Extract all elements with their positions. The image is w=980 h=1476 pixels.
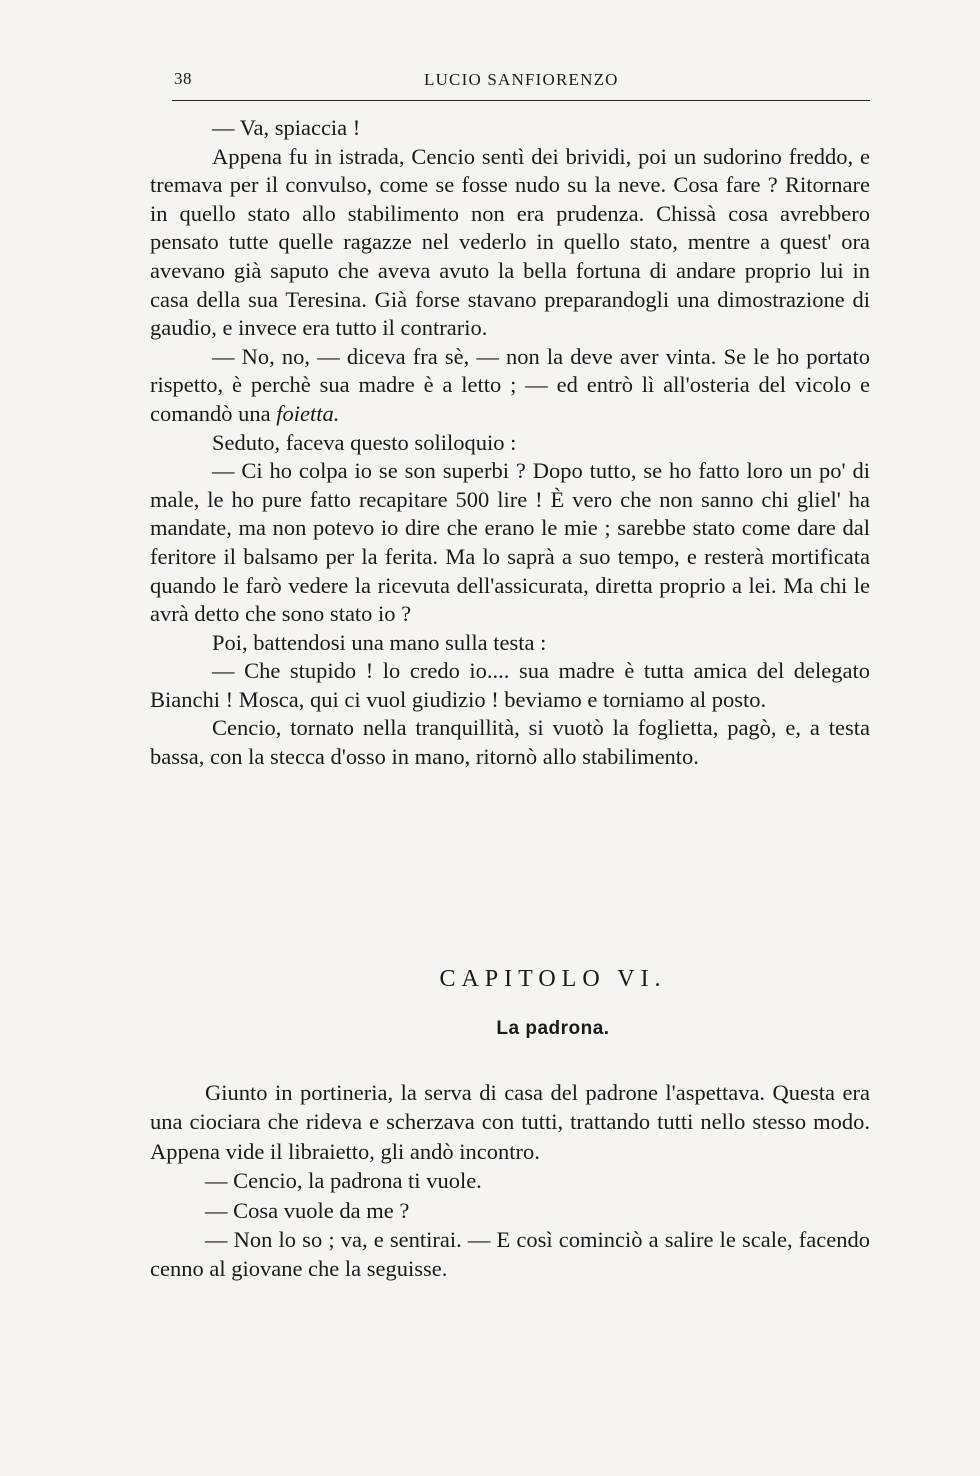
paragraph bbox=[150, 343, 870, 429]
italic-word: foietta. bbox=[276, 400, 340, 426]
chapter-heading: CAPITOLO VI. bbox=[439, 966, 667, 992]
body-text bbox=[150, 114, 870, 772]
paragraph: — Cosa vuole da me ? bbox=[205, 1197, 410, 1223]
running-title: LUCIO SANFIORENZO bbox=[424, 70, 619, 89]
paragraph: Cencio, tornato nella tranquillità, si vuotò la foglietta, pagò, e, a testa bassa, con la stecca d'osso in mano, ritornò allo stabilimento. bbox=[150, 715, 870, 770]
page-number: 38 bbox=[174, 69, 192, 88]
paragraph: Seduto, faceva questo soliloquio : bbox=[212, 429, 517, 455]
paragraph: — Che stupido ! lo credo io.... sua madre è tutta amica del delegato Bianchi ! Mosca, qui ci vuol giudizio ! beviamo e torniamo al posto. bbox=[150, 658, 870, 712]
paragraph: — Va, spiaccia ! bbox=[212, 115, 361, 140]
chapter-text bbox=[150, 1078, 870, 1284]
paragraph: — Cencio, la padrona ti vuole. bbox=[205, 1168, 482, 1194]
page-header bbox=[172, 66, 870, 101]
chapter-subtitle: La padrona. bbox=[496, 1018, 610, 1039]
paragraph: Poi, battendosi una mano sulla testa : bbox=[212, 629, 547, 655]
paragraph: Giunto in portineria, la serva di casa del padrone l'aspettava. Questa era una ciociara che rideva e scherzava con tutti, trattando tutti nello stesso modo. Appena vide il libraietto, gli andò incontro. bbox=[150, 1080, 870, 1164]
paragraph: — Non lo so ; va, e sentirai. — E così cominciò a salire le scale, facendo cenno al giovane che la seguisse. bbox=[150, 1227, 870, 1282]
paragraph-text: — No, no, — diceva fra sè, — non la deve aver vinta. Se le ho portato rispetto, è perchè sua madre è a letto ; — ed entrò lì all'osteria del vicolo e comandò una bbox=[150, 343, 870, 426]
paragraph: Appena fu in istrada, Cencio sentì dei brividi, poi un sudorino freddo, e tremava per il convulso, come se fosse nudo su la neve. Cosa fare ? Ritornare in quello stato allo stabilimento non era prudenza. Chissà cosa avrebbero pensato tutte quelle ragazze nel vederlo in quello stato, mentre a quest' ora avevano già saputo che aveva avuto la bella fortuna di andare proprio lui in casa della sua Teresina. Già forse stavano preparandogli una dimostrazione di gaudio, e invece era tutto il contrario. bbox=[150, 143, 870, 341]
paragraph: — Ci ho colpa io se son superbi ? Dopo tutto, se ho fatto loro un po' di male, le ho pure fatto recapitare 500 lire ! È vero che non sanno chi gliel' ha mandate, ma non potevo io dire che erano le mie ; sarebbe stato come dare dal feritore il balsamo per la ferita. Ma lo saprà a suo tempo, e resterà mortificata quando le farò vedere la ricevuta dell'assicurata, diretta proprio a lei. Ma chi le avrà detto che sono stato io ? bbox=[150, 458, 870, 627]
